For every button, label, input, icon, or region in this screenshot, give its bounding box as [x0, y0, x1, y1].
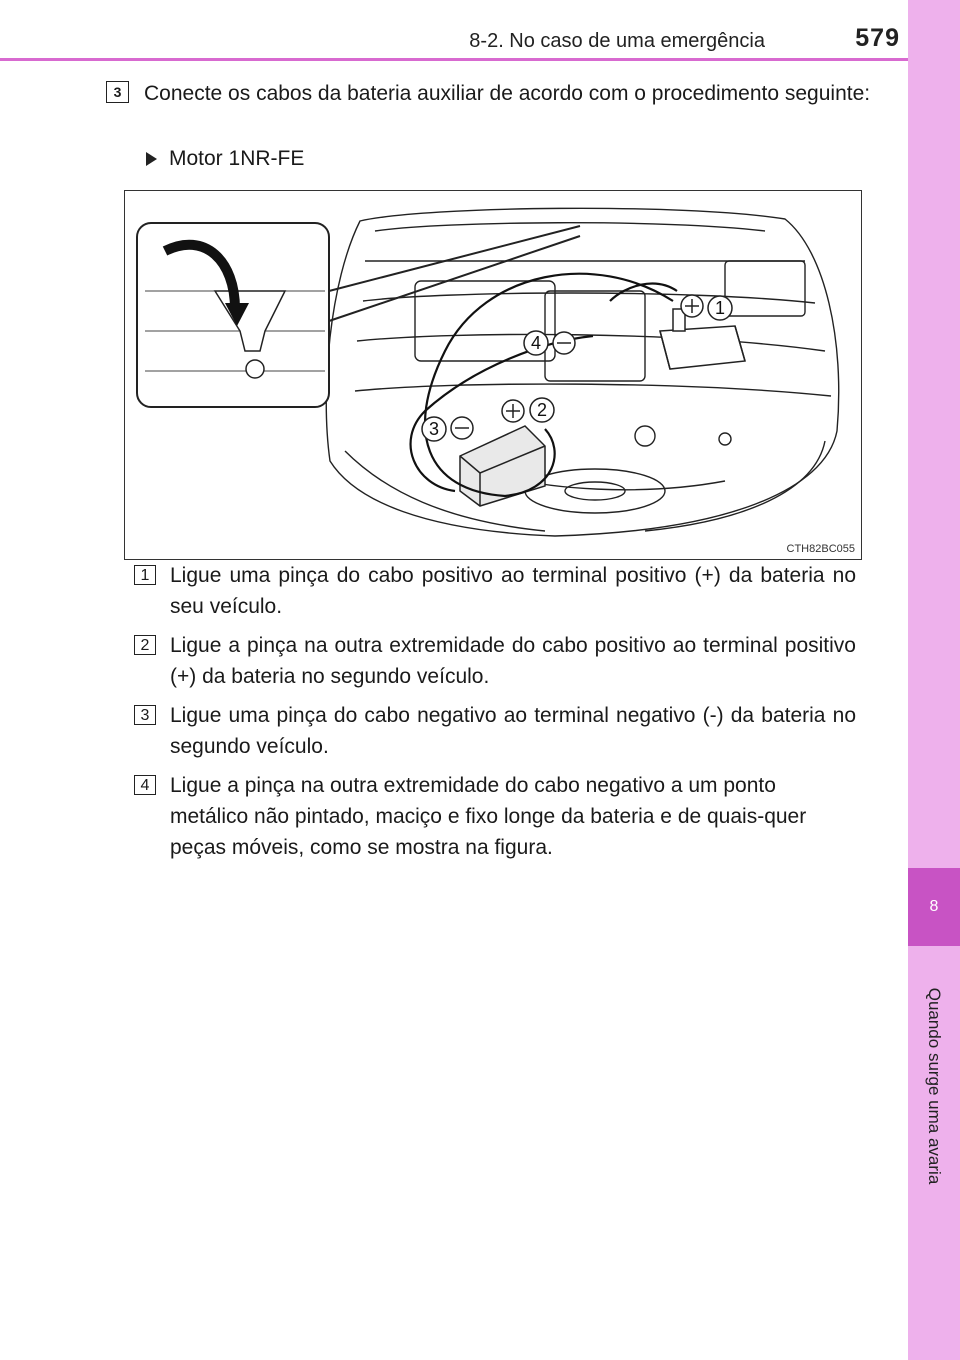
list-item-text: Ligue a pinça na outra extremidade do cabo positivo ao terminal positivo (+) da bateria no segundo veículo. [170, 634, 856, 688]
list-item [130, 770, 856, 863]
engine-bay-illustration [125, 191, 861, 559]
jump-start-diagram [124, 190, 862, 560]
callout-2: 2 [536, 400, 548, 420]
list-item-number: 3 [134, 705, 156, 725]
list-item-text: Ligue uma pinça do cabo negativo ao terminal negativo (-) da bateria no segundo veículo. [170, 704, 856, 758]
list-item-number: 2 [134, 635, 156, 655]
list-item [130, 560, 856, 622]
list-item-number: 1 [134, 565, 156, 585]
triangle-bullet-icon [146, 152, 157, 166]
page-number: 579 [855, 24, 900, 52]
engine-label: Motor 1NR-FE [169, 147, 305, 170]
step-text: Conecte os cabos da bateria auxiliar de acordo com o procedimento seguinte: [144, 82, 871, 105]
list-item-number: 4 [134, 775, 156, 795]
instruction-list [130, 560, 856, 871]
chapter-number-badge: 8 [908, 868, 960, 946]
section-title: 8-2. No caso de uma emergência [469, 30, 765, 52]
list-item [130, 630, 856, 692]
list-item-text: Ligue a pinça na outra extremidade do cabo negativo a um ponto metálico não pintado, maciço e fixo longe da bateria e de quais-quer peças móveis, como se mostra na figura. [170, 774, 807, 859]
callout-1: 1 [714, 298, 726, 318]
list-item-text: Ligue uma pinça do cabo positivo ao terminal positivo (+) da bateria no seu veículo. [170, 564, 856, 618]
list-item [130, 700, 856, 762]
chapter-title: Quando surge uma avaria [925, 987, 944, 1185]
header-divider [0, 58, 908, 61]
engine-bullet [146, 147, 304, 171]
step-number-badge: 3 [106, 81, 129, 103]
callout-3: 3 [428, 419, 440, 439]
figure-code: CTH82BC055 [786, 543, 855, 555]
callout-4: 4 [530, 333, 542, 353]
